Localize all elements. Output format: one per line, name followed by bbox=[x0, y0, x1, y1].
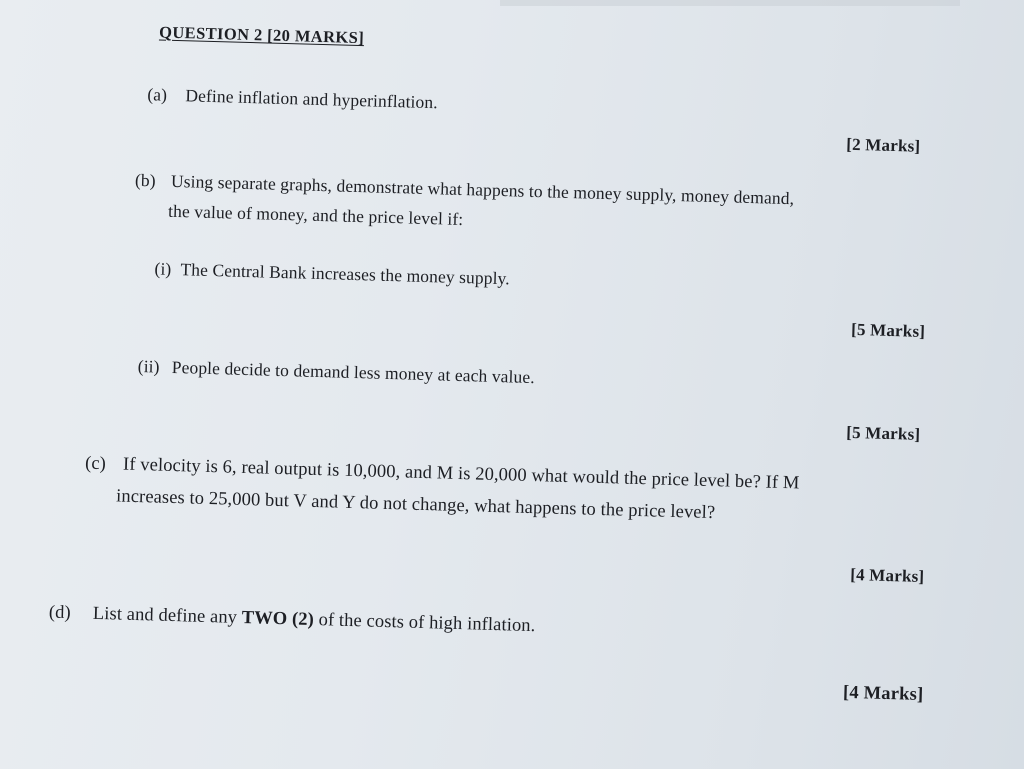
part-d-text-before: List and define any bbox=[92, 603, 238, 628]
part-b-ii-text: People decide to demand less money at each value. bbox=[171, 356, 536, 388]
part-b-i-marks: [5 Marks] bbox=[850, 319, 926, 341]
part-b-ii-label: (ii) bbox=[137, 355, 160, 377]
part-c-line1: If velocity is 6, real output is 10,000, and M is 20,000 what would the price level be? If M bbox=[122, 454, 800, 494]
question-heading: QUESTION 2 [20 MARKS] bbox=[158, 22, 365, 48]
part-d-text bbox=[93, 605, 536, 636]
part-a-label: (a) bbox=[147, 84, 168, 105]
part-b-ii-marks: [5 Marks] bbox=[845, 422, 921, 444]
part-d-marks: [4 Marks] bbox=[842, 682, 924, 706]
part-b-i-label: (i) bbox=[154, 258, 172, 279]
part-d-label: (d) bbox=[48, 602, 72, 624]
part-b-line2: the value of money, and the price level if: bbox=[167, 200, 464, 230]
part-b-label: (b) bbox=[134, 169, 157, 191]
part-a-text: Define inflation and hyperinflation. bbox=[185, 85, 439, 113]
page-edge-shadow bbox=[500, 0, 960, 6]
part-d-text-bold: TWO (2) bbox=[241, 607, 315, 631]
part-a-marks: [2 Marks] bbox=[846, 134, 921, 156]
part-c-line2: increases to 25,000 but V and Y do not change, what happens to the price level? bbox=[115, 486, 716, 524]
part-b-line1: Using separate graphs, demonstrate what happens to the money supply, money demand, bbox=[170, 170, 795, 209]
part-d-text-after: of the costs of high inflation. bbox=[318, 610, 536, 637]
part-b-i-text: The Central Bank increases the money supply. bbox=[180, 259, 511, 289]
part-c-marks: [4 Marks] bbox=[850, 564, 925, 587]
part-c-label: (c) bbox=[84, 453, 107, 475]
